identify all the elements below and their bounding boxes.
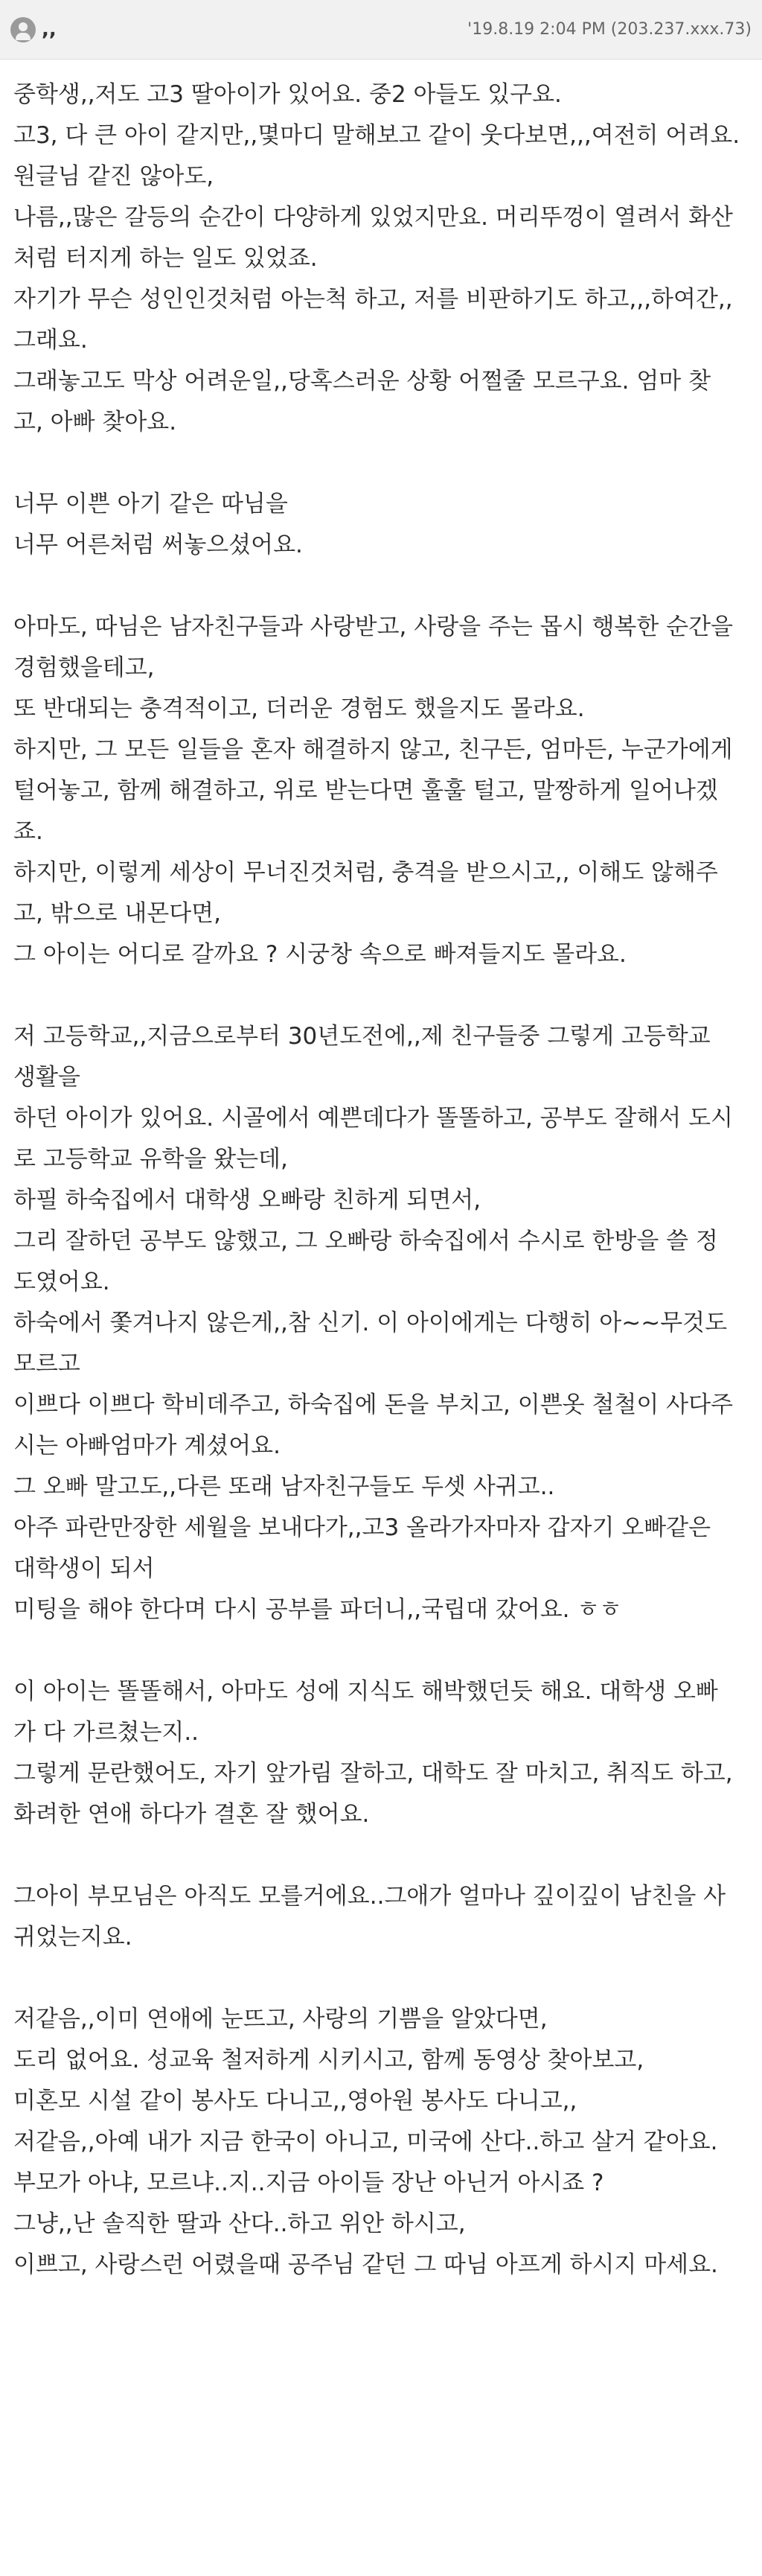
paragraph-break <box>13 975 749 1016</box>
comment-text-line: 로 고등학교 유학을 왔는데, <box>13 1146 288 1173</box>
comment-text-line: 저 고등학교,,지금으로부터 30년도전에,,제 친구들중 그렇게 고등학교 <box>13 1023 711 1050</box>
comment-text-line: 하숙에서 쫓겨나지 않은게,,참 신기. 이 아이에게는 다행히 아~~무것도 <box>13 1310 728 1336</box>
comment-text-line: 미팅을 해야 한다며 다시 공부를 파더니,,국립대 갔어요. ㅎㅎ <box>13 1596 622 1623</box>
comment-text-line: 너무 어른처럼 써놓으셨어요. <box>13 532 303 558</box>
comment-text-line: 그 오빠 말고도,,다른 또래 남자친구들도 두셋 사귀고.. <box>13 1473 555 1500</box>
paragraph-break <box>13 443 749 484</box>
comment-text-line: 그래놓고도 막상 어려운일,,당혹스러운 상황 어쩔줄 모르구요. 엄마 찾 <box>13 368 711 395</box>
paragraph-break <box>13 1958 749 1999</box>
comment-text-line: 그래요. <box>13 327 88 354</box>
comment-text-line: 털어놓고, 함께 해결하고, 위로 받는다면 훌훌 털고, 말짱하게 일어나겠 <box>13 777 718 804</box>
comment-text-line: 부모가 아냐, 모르냐..지..지금 아이들 장난 아닌거 아시죠 ? <box>13 2169 604 2196</box>
comment-text-line: 저같음,,이미 연애에 눈뜨고, 사랑의 기쁨을 알았다면, <box>13 2006 548 2033</box>
comment-header <box>0 0 762 60</box>
comment-text-line: 경험했을테고, <box>13 654 155 681</box>
comment-text-line: 하지만, 이렇게 세상이 무너진것처럼, 충격을 받으시고,, 이해도 않해주 <box>13 859 718 886</box>
comment-text-line: 고, 아빠 찾아요. <box>13 409 177 436</box>
comment-author[interactable]: ,, <box>42 18 57 41</box>
comment-text-line: 고3, 다 큰 아이 같지만,,몇마디 말해보고 같이 웃다보면,,,여전히 어려요. <box>13 122 740 149</box>
comment-text-line: 그아이 부모님은 아직도 모를거에요..그애가 얼마나 깊이깊이 남친을 사 <box>13 1883 726 1910</box>
comment-text-line: 그리 잘하던 공부도 않했고, 그 오빠랑 하숙집에서 수시로 한방을 쓸 정 <box>13 1228 718 1254</box>
comment-timestamp-ip: '19.8.19 2:04 PM (203.237.xxx.73) <box>467 20 752 39</box>
user-avatar-icon <box>10 17 36 42</box>
comment-text-line: 처럼 터지게 하는 일도 있었죠. <box>13 245 318 272</box>
comment-text-line: 하필 하숙집에서 대학생 오빠랑 친하게 되면서, <box>13 1187 481 1214</box>
comment-text-line: 자기가 무슨 성인인것처럼 아는척 하고, 저를 비판하기도 하고,,,하여간,, <box>13 286 733 313</box>
comment-text-line: 귀었는지요. <box>13 1924 132 1951</box>
comment-text-line: 하지만, 그 모든 일들을 혼자 해결하지 않고, 친구든, 엄마든, 누군가에게 <box>13 736 733 763</box>
comment-text-line: 대학생이 되서 <box>13 1555 155 1582</box>
comment-text-line: 모르고 <box>13 1351 80 1377</box>
comment-author-block <box>10 17 57 42</box>
comment-text-line: 시는 아빠엄마가 계셨어요. <box>13 1432 281 1459</box>
comment-text-line: 그 아이는 어디로 갈까요 ? 시궁창 속으로 빠져들지도 몰라요. <box>13 941 627 968</box>
comment-text-line: 화려한 연애 하다가 결혼 잘 했어요. <box>13 1801 370 1828</box>
comment-text-line: 이 아이는 똘똘해서, 아마도 성에 지식도 해박했던듯 해요. 대학생 오빠 <box>13 1678 718 1705</box>
comment-text-line: 미혼모 시설 같이 봉사도 다니고,,영아원 봉사도 다니고,, <box>13 2088 577 2114</box>
comment-body <box>0 60 762 2286</box>
comment-text-line: 도리 없어요. 성교육 철저하게 시키시고, 함께 동영상 찾아보고, <box>13 2047 644 2073</box>
comment-text-line: 도였어요. <box>13 1269 110 1295</box>
comment-text-line: 중학생,,저도 고3 딸아이가 있어요. 중2 아들도 있구요. <box>13 81 562 108</box>
comment-text-line: 나름,,많은 갈등의 순간이 다양하게 있었지만요. 머리뚜껑이 열려서 화산 <box>13 204 733 231</box>
comment-text-line: 저같음,,아예 내가 지금 한국이 아니고, 미국에 산다..하고 살거 같아요. <box>13 2129 718 2155</box>
comment-text-line: 아주 파란만장한 세월을 보내다가,,고3 올라가자마자 갑자기 오빠같은 <box>13 1514 711 1541</box>
comment-text-line: 너무 이쁜 아기 같은 따님을 <box>13 491 288 517</box>
comment-text-line: 생활을 <box>13 1064 80 1091</box>
paragraph-break <box>13 1835 749 1876</box>
comment-text-line: 이쁘다 이쁘다 학비데주고, 하숙집에 돈을 부치고, 이쁜옷 철철이 사다주 <box>13 1391 733 1418</box>
comment-text-line: 하던 아이가 있어요. 시골에서 예쁜데다가 똘똘하고, 공부도 잘해서 도시 <box>13 1105 733 1132</box>
comment-text-line: 고, 밖으로 내몬다면, <box>13 900 221 927</box>
comment-text-line: 원글님 같진 않아도, <box>13 163 214 190</box>
comment-text-line: 또 반대되는 충격적이고, 더러운 경험도 했을지도 몰라요. <box>13 695 585 722</box>
comment-text-line: 죠. <box>13 818 43 845</box>
paragraph-break <box>13 1630 749 1671</box>
paragraph-break <box>13 566 749 607</box>
comment-text-line: 그냥,,난 솔직한 딸과 산다..하고 위안 하시고, <box>13 2210 466 2237</box>
comment-text-line: 아마도, 따님은 남자친구들과 사랑받고, 사랑을 주는 몹시 행복한 순간을 <box>13 613 733 640</box>
comment-text-line: 이쁘고, 사랑스런 어렸을때 공주님 같던 그 따님 아프게 하시지 마세요. <box>13 2251 718 2278</box>
comment-text-line: 그렇게 문란했어도, 자기 앞가림 잘하고, 대학도 잘 마치고, 취직도 하고, <box>13 1760 733 1787</box>
comment-text-line: 가 다 가르쳤는지.. <box>13 1719 199 1746</box>
